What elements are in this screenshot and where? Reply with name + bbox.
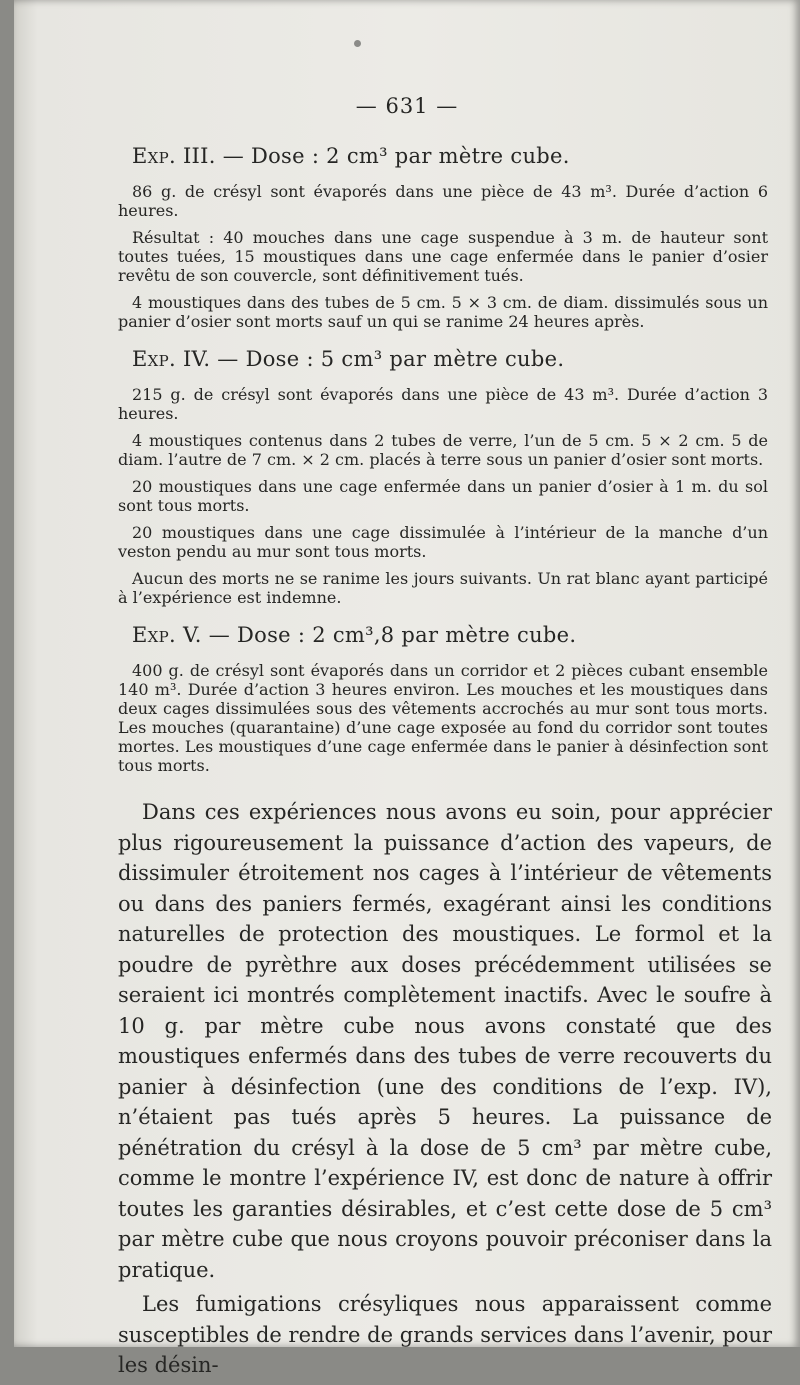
book-page <box>14 0 800 1377</box>
section-heading-exp-3 <box>132 144 768 168</box>
paragraph: Dans ces expériences nous avons eu soin, pour apprécier plus rigoureusement la puissance d’action des vapeurs, de dissimuler étroitement nos cages à l’intérieur de vêtements ou dans des paniers fermés, exagérant ainsi les conditions naturelles de protection des moustiques. Le formol et la poudre de pyrèthre aux doses précédemment utilisées se seraient ici montrés complètement inactifs. Avec le soufre à 10 g. par mètre cube nous avons constaté que des moustiques enfermés dans des tubes de verre recouverts du panier à désinfection (une des conditions de l’exp. IV), n’étaient pas tués après 5 heures. La puissance de pénétration du crésyl à la dose de 5 cm³ par mètre cube, comme le montre l’expérience IV, est donc de nature à offrir toutes les garanties désirables, et c’est cette dose de 5 cm³ par mètre cube que nous croyons pouvoir préconiser dans la pratique. <box>118 800 772 1282</box>
heading-prefix: Exp. IV. <box>132 347 211 371</box>
page-number: — 631 — <box>355 94 459 118</box>
discussion-text <box>118 797 772 1381</box>
paragraph: 20 moustiques dans une cage dissimulée à l’intérieur de la manche d’un veston pendu au mur sont tous morts. <box>118 523 768 561</box>
paragraph: Les fumigations crésyliques nous apparaissent comme susceptibles de rendre de grands services dans l’avenir, pour les désin- <box>118 1292 772 1377</box>
heading-rest: — Dose : 2 cm³,8 par mètre cube. <box>201 623 577 647</box>
heading-rest: — Dose : 2 cm³ par mètre cube. <box>215 144 570 168</box>
paragraph: 215 g. de crésyl sont évaporés dans une pièce de 43 m³. Durée d’action 3 heures. <box>118 385 768 423</box>
paragraph: Résultat : 40 mouches dans une cage suspendue à 3 m. de hauteur sont toutes tuées, 15 moustiques dans une cage enfermée dans le panier d’osier revêtu de son couvercle, sont définitivement tués. <box>118 228 768 285</box>
heading-rest: — Dose : 5 cm³ par mètre cube. <box>210 347 565 371</box>
section-body-exp-5 <box>118 661 768 775</box>
heading-prefix: Exp. III. <box>132 144 216 168</box>
heading-prefix: Exp. V. <box>132 623 202 647</box>
section-heading-exp-5 <box>132 623 768 647</box>
section-body-exp-3 <box>118 182 768 331</box>
page-content <box>118 134 772 1385</box>
ink-dot <box>354 40 361 47</box>
paragraph: 400 g. de crésyl sont évaporés dans un corridor et 2 pièces cubant ensemble 140 m³. Durée d’action 3 heures environ. Les mouches et les moustiques dans deux cages dissimulées sous des vêtements accrochés au mur sont tous morts. Les mouches (quarantaine) d’une cage exposée au fond du corridor sont toutes mortes. Les moustiques d’une cage enfermée dans le panier à désinfection sont tous morts. <box>118 661 768 775</box>
paragraph: Aucun des morts ne se ranime les jours suivants. Un rat blanc ayant participé à l’expérience est indemne. <box>118 569 768 607</box>
paragraph: 86 g. de crésyl sont évaporés dans une pièce de 43 m³. Durée d’action 6 heures. <box>118 182 768 220</box>
section-heading-exp-4 <box>132 347 768 371</box>
paragraph: 20 moustiques dans une cage enfermée dans un panier d’osier à 1 m. du sol sont tous morts. <box>118 477 768 515</box>
paragraph: 4 moustiques dans des tubes de 5 cm. 5 × 3 cm. de diam. dissimulés sous un panier d’osier sont morts sauf un qui se ranime 24 heures après. <box>118 293 768 331</box>
paragraph: 4 moustiques contenus dans 2 tubes de verre, l’un de 5 cm. 5 × 2 cm. 5 de diam. l’autre de 7 cm. × 2 cm. placés à terre sous un panier d’osier sont morts. <box>118 431 768 469</box>
section-body-exp-4 <box>118 385 768 607</box>
